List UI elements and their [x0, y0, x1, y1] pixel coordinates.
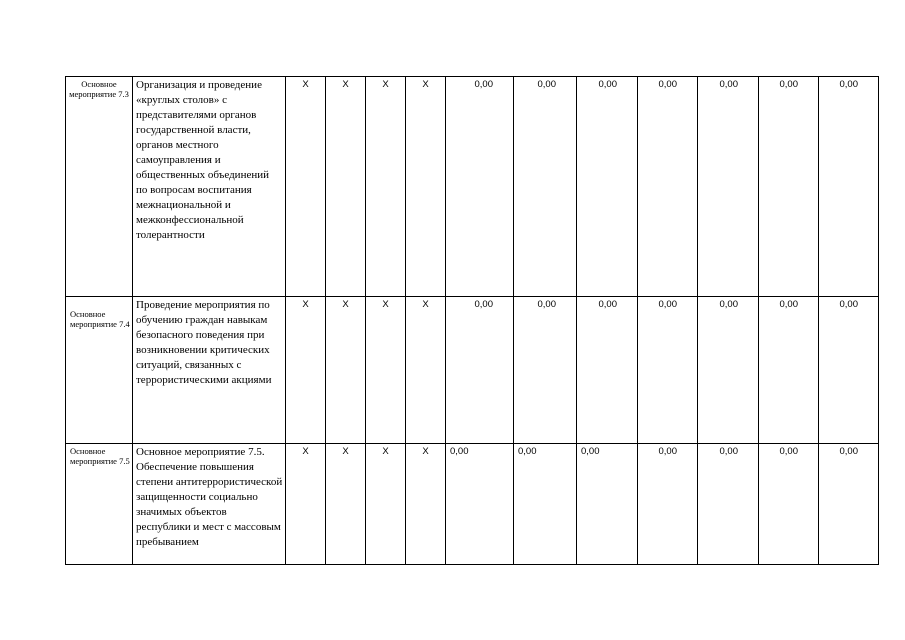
value-cell: 0,00 — [514, 444, 577, 565]
x-cell: X — [326, 77, 366, 297]
activity-code: Основное мероприятие 7.3 — [66, 77, 133, 297]
x-cell: X — [366, 77, 406, 297]
value-cell: 0,00 — [514, 77, 577, 297]
value-cell: 0,00 — [638, 77, 698, 297]
value-cell: 0,00 — [819, 444, 879, 565]
x-cell: X — [326, 297, 366, 444]
value-cell: 0,00 — [759, 444, 819, 565]
value-cell: 0,00 — [698, 444, 759, 565]
activity-description: Организация и проведение «круглых столов» с представителями органов государственной власти, органов местного самоуправления и общественных объединений по вопросам воспитания межнациональной и межконфессиональной толерантности — [133, 77, 286, 297]
activity-code: Основное мероприятие 7.4 — [66, 297, 133, 444]
value-cell: 0,00 — [577, 77, 638, 297]
value-cell: 0,00 — [819, 77, 879, 297]
activity-description: Проведение мероприятия по обучению граждан навыкам безопасного поведения при возникновении критических ситуаций, связанных с террористическими акциями — [133, 297, 286, 444]
x-cell: X — [286, 444, 326, 565]
value-cell: 0,00 — [698, 297, 759, 444]
table-row — [66, 297, 879, 444]
value-cell: 0,00 — [577, 444, 638, 565]
value-cell: 0,00 — [638, 444, 698, 565]
value-cell: 0,00 — [638, 297, 698, 444]
x-cell: X — [406, 297, 446, 444]
table-row — [66, 444, 879, 565]
x-cell: X — [366, 444, 406, 565]
x-cell: X — [326, 444, 366, 565]
value-cell: 0,00 — [446, 77, 514, 297]
value-cell: 0,00 — [698, 77, 759, 297]
value-cell: 0,00 — [759, 297, 819, 444]
value-cell: 0,00 — [446, 297, 514, 444]
program-table — [65, 76, 879, 565]
table-row — [66, 77, 879, 297]
x-cell: X — [286, 297, 326, 444]
value-cell: 0,00 — [514, 297, 577, 444]
x-cell: X — [406, 77, 446, 297]
x-cell: X — [406, 444, 446, 565]
value-cell: 0,00 — [577, 297, 638, 444]
x-cell: X — [366, 297, 406, 444]
x-cell: X — [286, 77, 326, 297]
activity-code: Основное мероприятие 7.5 — [66, 444, 133, 565]
activity-description: Основное мероприятие 7.5. Обеспечение повышения степени антитеррористической защищенности социально значимых объектов республики и мест с массовым пребыванием — [133, 444, 286, 565]
value-cell: 0,00 — [446, 444, 514, 565]
value-cell: 0,00 — [759, 77, 819, 297]
value-cell: 0,00 — [819, 297, 879, 444]
